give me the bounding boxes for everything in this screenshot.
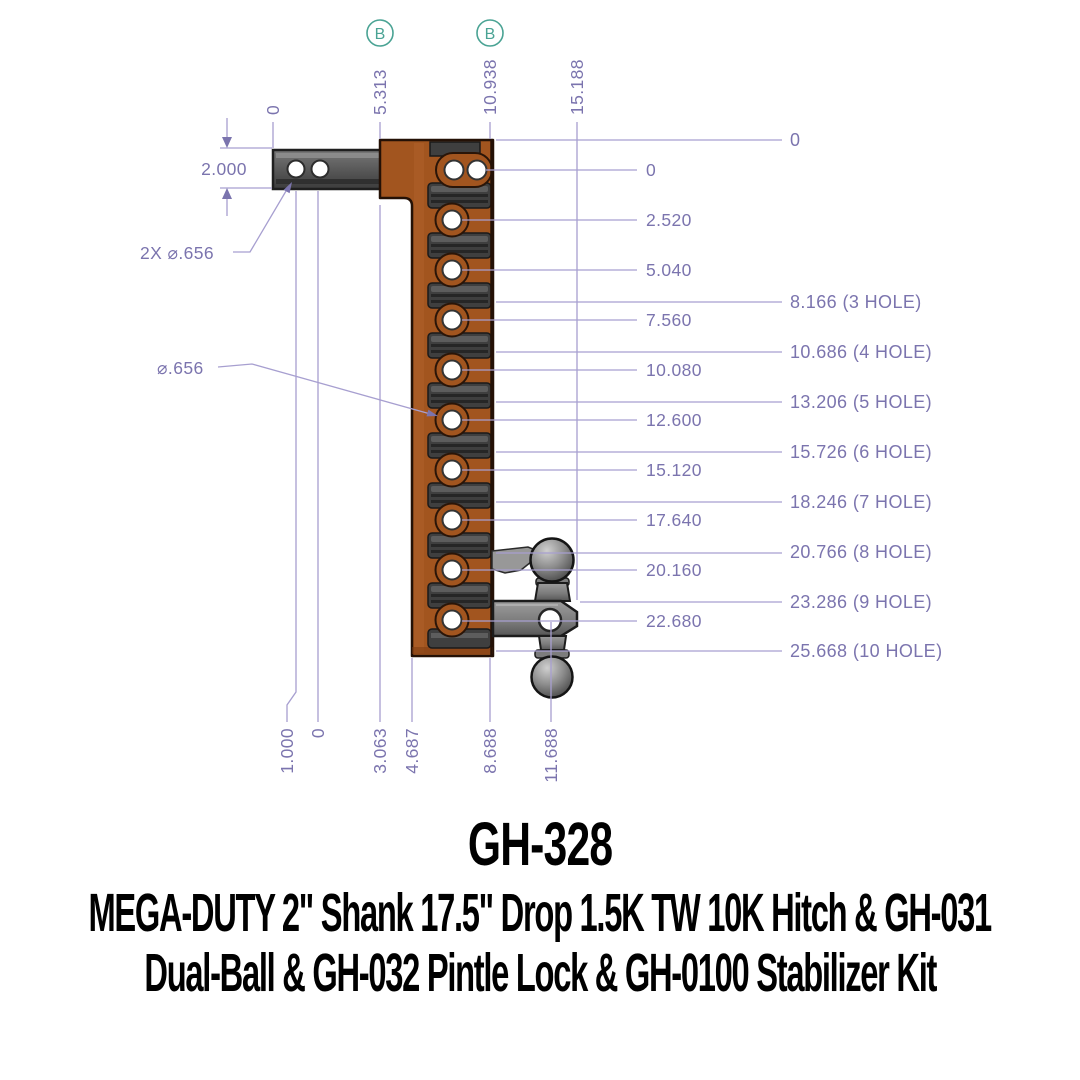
model-number: GH-328	[467, 810, 613, 880]
dim-hole-9: 22.680	[646, 611, 702, 631]
ball-mount-hole	[539, 609, 561, 631]
dim-bottom-0: 1.000	[277, 728, 297, 774]
product-title-line-2: Dual-Ball & GH-032 Pintle Lock & GH-0100 Stabilizer Kit	[144, 943, 936, 1004]
dim-hole-8: 20.160	[646, 560, 702, 580]
dim-bottom-4: 8.688	[480, 728, 500, 774]
ball-mount-bar	[493, 601, 577, 636]
dim-hole-2: 5.040	[646, 260, 692, 280]
product-title-line-2-row	[0, 943, 1080, 1004]
dim-pos-8: 25.668 (10 HOLE)	[790, 641, 943, 661]
dim-shank-holes: 2X ⌀.656	[140, 243, 215, 263]
dual-ball-mount	[492, 539, 577, 698]
dim-top-2: 10.938	[480, 59, 500, 115]
shank-hole-1	[288, 161, 305, 178]
model-number-row	[0, 810, 1080, 880]
dim-pos-7: 23.286 (9 HOLE)	[790, 592, 933, 612]
dim-bottom-1: 0	[308, 728, 328, 739]
dim-hole-1: 2.520	[646, 210, 692, 230]
dim-bar-hole: ⌀.656	[157, 358, 204, 378]
dim-pos-3: 13.206 (5 HOLE)	[790, 392, 933, 412]
dim-hole-4: 10.080	[646, 360, 702, 380]
dim-top-0: 0	[263, 104, 283, 115]
balloon-b-right-label: B	[484, 26, 496, 43]
dim-bottom-3: 4.687	[402, 728, 422, 774]
dim-pos-6: 20.766 (8 HOLE)	[790, 542, 933, 562]
dim-pos-2: 10.686 (4 HOLE)	[790, 342, 933, 362]
product-title-line-1-row	[0, 883, 1080, 944]
dim-hole-6: 15.120	[646, 460, 702, 480]
datum-balloons	[367, 20, 503, 46]
dim-hole-7: 17.640	[646, 510, 702, 530]
dim-hole-5: 12.600	[646, 410, 702, 430]
balloon-b-left-label: B	[374, 26, 386, 43]
dim-bottom-2: 3.063	[370, 728, 390, 774]
bottom-hitch-ball	[532, 657, 573, 698]
dim-pos-0: 0	[790, 130, 801, 150]
dim-shank-height: 2.000	[201, 159, 247, 179]
dim-pos-4: 15.726 (6 HOLE)	[790, 442, 933, 462]
dim-pos-5: 18.246 (7 HOLE)	[790, 492, 933, 512]
dim-hole-3: 7.560	[646, 310, 692, 330]
dim-hole-0: 0	[646, 160, 657, 180]
shank	[273, 150, 382, 189]
dim-top-3: 15.188	[567, 59, 587, 115]
drop-bar	[380, 140, 493, 656]
product-title-line-1: MEGA-DUTY 2" Shank 17.5" Drop 1.5K TW 10K Hitch & GH-031	[88, 883, 992, 944]
dim-top-1: 5.313	[370, 69, 390, 115]
shank-hole-2	[312, 161, 329, 178]
dim-pos-1: 8.166 (3 HOLE)	[790, 292, 922, 312]
dim-bottom-5: 11.688	[541, 728, 561, 783]
top-hitch-ball	[531, 539, 574, 582]
